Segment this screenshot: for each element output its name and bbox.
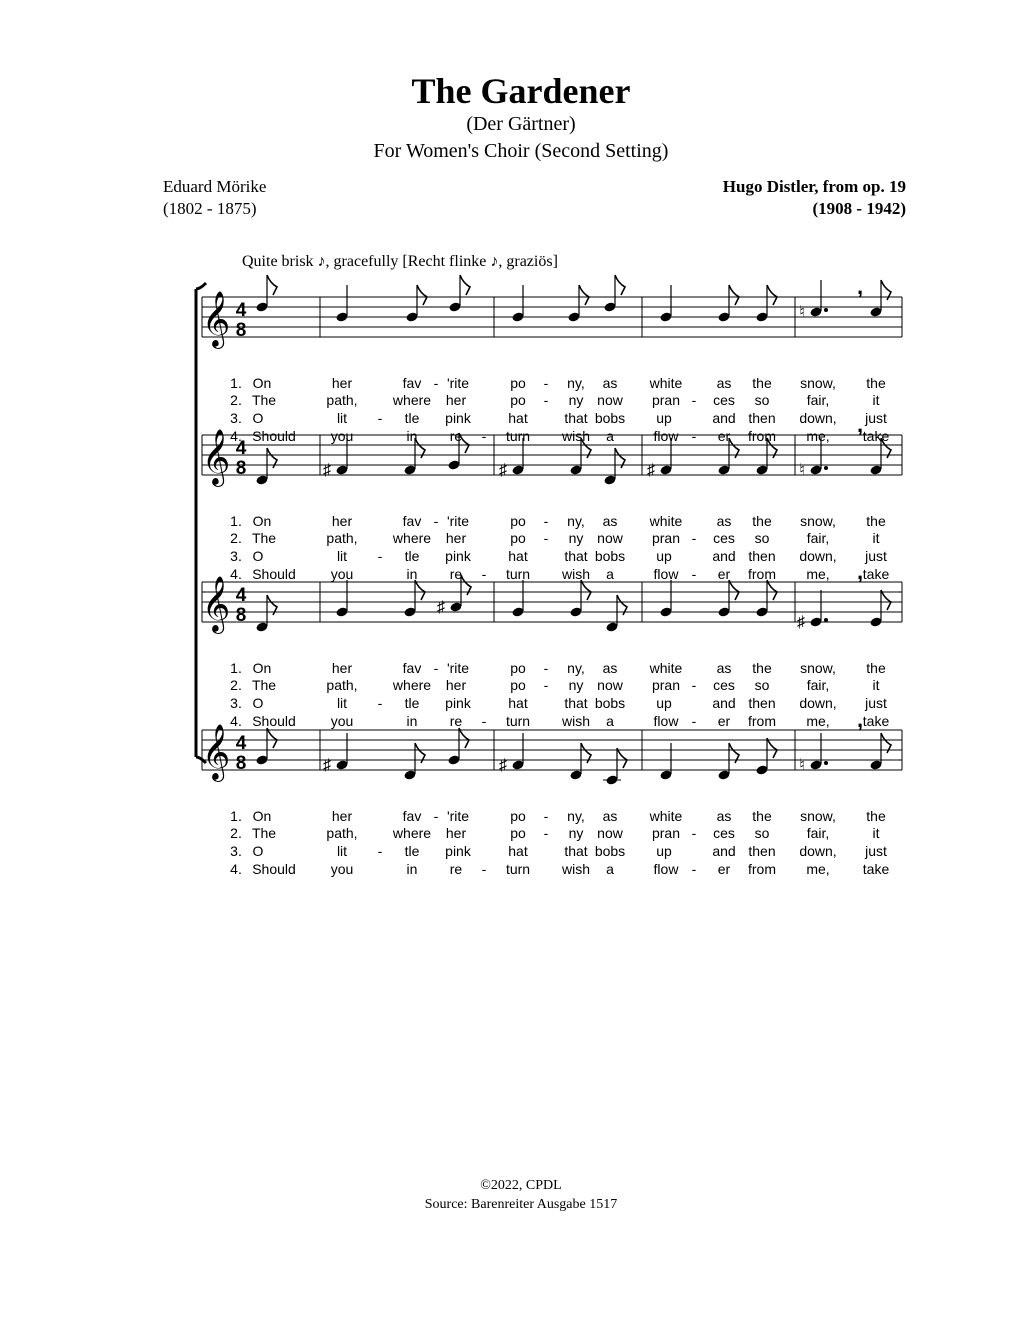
note-flag xyxy=(767,285,777,305)
syllable-hyphen: - xyxy=(543,660,549,676)
syllable-hyphen: - xyxy=(543,392,549,408)
lyric-syllable: wish xyxy=(561,713,591,729)
lyric-syllable: the xyxy=(866,513,886,529)
lyric-syllable: wish xyxy=(561,566,591,582)
lyric-syllable: it xyxy=(872,530,880,546)
treble-clef-icon: 𝄞 xyxy=(201,293,231,346)
lyric-syllable: now xyxy=(597,677,623,693)
lyric-syllable: On xyxy=(252,808,272,824)
lyric-syllable: her xyxy=(445,392,467,408)
lyric-syllable: her xyxy=(331,808,353,824)
syllable-hyphen: - xyxy=(691,825,697,841)
lyric-syllable: where xyxy=(392,530,432,546)
verse-number: 4. xyxy=(230,428,242,444)
lyric-syllable: On xyxy=(252,660,272,676)
lyric-syllable: lit xyxy=(336,695,348,711)
lyric-syllable: down, xyxy=(799,843,837,859)
lyric-syllable: down, xyxy=(799,695,837,711)
lyric-syllable: her xyxy=(445,825,467,841)
sharp-icon: ♯ xyxy=(437,599,445,616)
syllable-hyphen: - xyxy=(377,695,383,711)
lyric-syllable: Should xyxy=(252,428,296,444)
lyric-syllable: turn xyxy=(505,428,531,444)
sharp-icon: ♯ xyxy=(797,614,805,631)
lyric-syllable: you xyxy=(330,566,354,582)
breath-mark: , xyxy=(856,412,864,437)
dot xyxy=(824,466,828,470)
system-bracket xyxy=(196,283,206,763)
lyric-syllable: po xyxy=(510,375,526,391)
lyric-syllable: fav xyxy=(402,375,422,391)
syllable-hyphen: - xyxy=(543,513,549,529)
lyric-syllable: ny xyxy=(568,825,584,841)
lyric-syllable: me, xyxy=(806,861,830,877)
lyric-syllable: so xyxy=(754,677,770,693)
syllable-hyphen: - xyxy=(481,566,487,582)
note-flag xyxy=(617,748,627,768)
lyric-syllable: 'rite xyxy=(446,660,470,676)
lyric-syllable: path, xyxy=(326,530,358,546)
lyric-syllable: the xyxy=(866,808,886,824)
lyric-syllable: take xyxy=(862,713,890,729)
lyric-syllable: it xyxy=(872,825,880,841)
syllable-hyphen: - xyxy=(691,677,697,693)
lyric-syllable: bobs xyxy=(594,410,626,426)
lyric-syllable: turn xyxy=(505,861,531,877)
lyric-syllable: me, xyxy=(806,428,830,444)
note-flag xyxy=(881,590,891,610)
syllable-hyphen: - xyxy=(691,566,697,582)
lyric-syllable: po xyxy=(510,660,526,676)
lyric-syllable: Should xyxy=(252,713,296,729)
verse-number: 3. xyxy=(230,410,242,426)
lyric-syllable: po xyxy=(510,677,526,693)
lyric-syllable: from xyxy=(748,566,776,582)
lyric-syllable: The xyxy=(251,392,277,408)
lyric-syllable: er xyxy=(717,566,731,582)
lyric-syllable: me, xyxy=(806,713,830,729)
lyric-syllable: fair, xyxy=(806,530,830,546)
lyric-syllable: so xyxy=(754,392,770,408)
lyric-syllable: take xyxy=(862,566,890,582)
lyric-syllable: and xyxy=(712,548,736,564)
lyric-syllable: white xyxy=(649,808,683,824)
lyric-syllable: as xyxy=(602,808,618,824)
sharp-icon: ♯ xyxy=(323,757,331,774)
lyric-syllable: ny, xyxy=(567,660,585,676)
lyric-syllable: re xyxy=(449,861,463,877)
lyric-syllable: fav xyxy=(402,808,422,824)
verse-number: 4. xyxy=(230,861,242,877)
lyric-syllable: as xyxy=(602,513,618,529)
lyric-syllable: turn xyxy=(505,713,531,729)
note-flag xyxy=(581,580,591,600)
lyric-syllable: ny xyxy=(568,530,584,546)
lyric-syllable: path, xyxy=(326,392,358,408)
lyric-syllable: up xyxy=(656,548,672,564)
verse-number: 3. xyxy=(230,843,242,859)
verse-number: 4. xyxy=(230,713,242,729)
lyric-syllable: bobs xyxy=(594,548,626,564)
lyric-syllable: as xyxy=(716,660,732,676)
source-notice: Source: Barenreiter Ausgabe 1517 xyxy=(424,1197,618,1212)
lyric-syllable: where xyxy=(392,677,432,693)
lyric-syllable: po xyxy=(510,530,526,546)
lyric-syllable: O xyxy=(252,410,264,426)
lyric-syllable: Should xyxy=(252,861,296,877)
lyric-syllable: flow xyxy=(653,566,679,582)
lyric-syllable: tle xyxy=(404,695,420,711)
syllable-hyphen: - xyxy=(377,410,383,426)
lyric-syllable: pink xyxy=(445,843,471,859)
lyric-syllable: pink xyxy=(445,695,471,711)
lyric-syllable: ces xyxy=(713,530,735,546)
lyric-syllable: now xyxy=(597,825,623,841)
syllable-hyphen: - xyxy=(481,861,487,877)
lyric-syllable: the xyxy=(866,375,886,391)
lyric-syllable: er xyxy=(717,713,731,729)
lyric-syllable: fav xyxy=(402,660,422,676)
verse-number: 2. xyxy=(230,392,242,408)
syllable-hyphen: - xyxy=(691,392,697,408)
lyric-syllable: just xyxy=(865,410,887,426)
verse-number: 1. xyxy=(230,660,242,676)
lyric-syllable: up xyxy=(656,695,672,711)
lyric-syllable: tle xyxy=(404,843,420,859)
lyric-syllable: from xyxy=(748,428,776,444)
lyric-syllable: hat xyxy=(508,410,528,426)
lyric-syllable: hat xyxy=(508,548,528,564)
lyric-syllable: snow, xyxy=(800,660,836,676)
lyric-syllable: The xyxy=(251,677,277,693)
syllable-hyphen: - xyxy=(481,713,487,729)
lyric-syllable: the xyxy=(866,660,886,676)
lyric-syllable: a xyxy=(606,713,614,729)
syllable-hyphen: - xyxy=(543,825,549,841)
note-flag xyxy=(417,285,427,305)
verse-number: 2. xyxy=(230,530,242,546)
lyric-syllable: fav xyxy=(402,513,422,529)
lyric-syllable: the xyxy=(752,375,772,391)
lyric-syllable: snow, xyxy=(800,513,836,529)
lyric-syllable: fair, xyxy=(806,677,830,693)
lyric-syllable: snow, xyxy=(800,808,836,824)
verse-number: 1. xyxy=(230,808,242,824)
lyric-syllable: so xyxy=(754,530,770,546)
treble-clef-icon: 𝄞 xyxy=(201,431,231,484)
verse-number: 2. xyxy=(230,825,242,841)
lyric-syllable: white xyxy=(649,375,683,391)
lyric-syllable: and xyxy=(712,843,736,859)
lyric-syllable: her xyxy=(331,513,353,529)
lyric-syllable: po xyxy=(510,513,526,529)
lyric-syllable: ces xyxy=(713,392,735,408)
dot xyxy=(824,618,828,622)
lyric-syllable: in xyxy=(406,713,418,729)
lyric-syllable: then xyxy=(748,548,776,564)
lyric-syllable: The xyxy=(251,825,277,841)
syllable-hyphen: - xyxy=(691,713,697,729)
poet-dates: (1802 - 1875) xyxy=(163,199,257,218)
sharp-icon: ♯ xyxy=(499,757,507,774)
lyric-syllable: the xyxy=(752,513,772,529)
natural-icon: ♮ xyxy=(799,304,805,321)
lyric-syllable: hat xyxy=(508,843,528,859)
breath-mark: , xyxy=(856,274,864,299)
lyric-syllable: re xyxy=(449,428,463,444)
syllable-hyphen: - xyxy=(433,513,439,529)
lyric-syllable: a xyxy=(606,428,614,444)
lyric-syllable: and xyxy=(712,695,736,711)
lyric-syllable: po xyxy=(510,392,526,408)
lyric-syllable: then xyxy=(748,695,776,711)
lyric-syllable: that xyxy=(564,410,588,426)
lyric-syllable: hat xyxy=(508,695,528,711)
lyric-syllable: up xyxy=(656,410,672,426)
lyric-syllable: it xyxy=(872,392,880,408)
time-signature-denominator: 8 xyxy=(235,605,247,626)
note-flag xyxy=(459,728,469,748)
verse-number: 4. xyxy=(230,566,242,582)
verse-number: 3. xyxy=(230,548,242,564)
lyric-syllable: so xyxy=(754,825,770,841)
tempo-marking: Quite brisk ♪, gracefully [Recht flinke ♪, graziös] xyxy=(242,253,558,270)
lyric-syllable: her xyxy=(445,530,467,546)
lyric-syllable: now xyxy=(597,530,623,546)
lyric-syllable: down, xyxy=(799,548,837,564)
lyric-syllable: in xyxy=(406,861,418,877)
lyric-syllable: and xyxy=(712,410,736,426)
lyric-syllable: a xyxy=(606,861,614,877)
lyric-syllable: flow xyxy=(653,861,679,877)
lyric-syllable: where xyxy=(392,825,432,841)
lyric-syllable: wish xyxy=(561,861,591,877)
lyric-syllable: from xyxy=(748,713,776,729)
lyric-syllable: as xyxy=(716,808,732,824)
sharp-icon: ♯ xyxy=(323,462,331,479)
piece-title: The Gardener xyxy=(411,71,631,111)
lyric-syllable: ces xyxy=(713,825,735,841)
lyric-syllable: lit xyxy=(336,843,348,859)
syllable-hyphen: - xyxy=(377,548,383,564)
lyric-syllable: ny xyxy=(568,677,584,693)
lyric-syllable: ces xyxy=(713,677,735,693)
lyric-syllable: as xyxy=(602,660,618,676)
lyric-syllable: you xyxy=(330,861,354,877)
syllable-hyphen: - xyxy=(481,428,487,444)
lyric-syllable: her xyxy=(331,660,353,676)
lyric-syllable: as xyxy=(716,513,732,529)
lyric-syllable: er xyxy=(717,861,731,877)
lyric-syllable: 'rite xyxy=(446,375,470,391)
lyric-syllable: that xyxy=(564,548,588,564)
verse-number: 2. xyxy=(230,677,242,693)
syllable-hyphen: - xyxy=(543,677,549,693)
lyric-syllable: you xyxy=(330,428,354,444)
verse-number: 3. xyxy=(230,695,242,711)
syllable-hyphen: - xyxy=(433,808,439,824)
lyric-syllable: her xyxy=(331,375,353,391)
lyric-syllable: lit xyxy=(336,548,348,564)
note-flag xyxy=(615,275,625,295)
lyric-syllable: just xyxy=(865,843,887,859)
natural-icon: ♮ xyxy=(799,757,805,774)
lyric-syllable: path, xyxy=(326,677,358,693)
lyric-syllable: 'rite xyxy=(446,513,470,529)
lyric-syllable: the xyxy=(752,808,772,824)
lyric-syllable: the xyxy=(752,660,772,676)
lyric-syllable: take xyxy=(862,428,890,444)
lyric-syllable: wish xyxy=(561,428,591,444)
lyric-syllable: in xyxy=(406,566,418,582)
lyric-syllable: a xyxy=(606,566,614,582)
sharp-icon: ♯ xyxy=(647,462,655,479)
dot xyxy=(824,761,828,765)
lyric-syllable: path, xyxy=(326,825,358,841)
lyric-syllable: as xyxy=(716,375,732,391)
treble-clef-icon: 𝄞 xyxy=(201,726,231,779)
lyric-syllable: me, xyxy=(806,566,830,582)
lyric-syllable: pran xyxy=(651,825,681,841)
note-flag xyxy=(767,580,777,600)
lyric-syllable: flow xyxy=(653,713,679,729)
lyric-syllable: white xyxy=(649,660,683,676)
lyric-syllable: pran xyxy=(651,392,681,408)
lyric-syllable: On xyxy=(252,513,272,529)
lyric-syllable: ny, xyxy=(567,375,585,391)
piece-setting: For Women's Choir (Second Setting) xyxy=(373,140,669,162)
lyric-syllable: On xyxy=(252,375,272,391)
lyric-syllable: white xyxy=(649,513,683,529)
lyric-syllable: O xyxy=(252,695,264,711)
lyric-syllable: take xyxy=(862,861,890,877)
lyric-syllable: tle xyxy=(404,410,420,426)
lyric-syllable: er xyxy=(717,428,731,444)
time-signature-denominator: 8 xyxy=(235,320,247,341)
note-flag xyxy=(460,275,470,295)
time-signature-numerator: 4 xyxy=(235,300,247,321)
lyric-syllable: po xyxy=(510,825,526,841)
lyric-syllable: O xyxy=(252,843,264,859)
syllable-hyphen: - xyxy=(433,375,439,391)
lyric-syllable: tle xyxy=(404,548,420,564)
composer-name: Hugo Distler, from op. 19 xyxy=(722,177,906,196)
copyright-notice: ©2022, CPDL xyxy=(480,1178,562,1193)
lyric-syllable: where xyxy=(392,392,432,408)
lyric-syllable: just xyxy=(865,695,887,711)
lyric-syllable: po xyxy=(510,808,526,824)
lyric-syllable: The xyxy=(251,530,277,546)
lyric-syllable: pink xyxy=(445,548,471,564)
lyric-syllable: in xyxy=(406,428,418,444)
lyric-syllable: re xyxy=(449,713,463,729)
lyric-syllable: from xyxy=(748,861,776,877)
syllable-hyphen: - xyxy=(691,530,697,546)
lyric-syllable: as xyxy=(602,375,618,391)
lyric-syllable: just xyxy=(865,548,887,564)
syllable-hyphen: - xyxy=(543,530,549,546)
lyric-syllable: that xyxy=(564,843,588,859)
lyric-syllable: turn xyxy=(505,566,531,582)
dot xyxy=(824,308,828,312)
lyric-syllable: ny, xyxy=(567,808,585,824)
syllable-hyphen: - xyxy=(543,808,549,824)
time-signature-denominator: 8 xyxy=(235,753,247,774)
syllable-hyphen: - xyxy=(691,861,697,877)
treble-clef-icon: 𝄞 xyxy=(201,578,231,631)
syllable-hyphen: - xyxy=(377,843,383,859)
breath-mark: , xyxy=(856,707,864,732)
time-signature-numerator: 4 xyxy=(235,585,247,606)
time-signature-numerator: 4 xyxy=(235,733,247,754)
lyric-syllable: pran xyxy=(651,530,681,546)
syllable-hyphen: - xyxy=(543,375,549,391)
lyric-syllable: ny xyxy=(568,392,584,408)
breath-mark: , xyxy=(856,559,864,584)
verse-number: 1. xyxy=(230,513,242,529)
time-signature-numerator: 4 xyxy=(235,438,247,459)
lyric-syllable: pran xyxy=(651,677,681,693)
note-flag xyxy=(767,738,777,758)
poet-name: Eduard Mörike xyxy=(163,177,267,196)
lyric-syllable: O xyxy=(252,548,264,564)
lyric-syllable: snow, xyxy=(800,375,836,391)
lyric-syllable: re xyxy=(449,566,463,582)
lyric-syllable: then xyxy=(748,410,776,426)
note-flag xyxy=(579,285,589,305)
lyric-syllable: up xyxy=(656,843,672,859)
lyric-syllable: 'rite xyxy=(446,808,470,824)
lyric-syllable: lit xyxy=(336,410,348,426)
composer-dates: (1908 - 1942) xyxy=(812,199,906,218)
lyric-syllable: you xyxy=(330,713,354,729)
lyric-syllable: her xyxy=(445,677,467,693)
syllable-hyphen: - xyxy=(691,428,697,444)
lyric-syllable: fair, xyxy=(806,392,830,408)
lyric-syllable: that xyxy=(564,695,588,711)
verse-number: 1. xyxy=(230,375,242,391)
lyric-syllable: flow xyxy=(653,428,679,444)
lyric-syllable: Should xyxy=(252,566,296,582)
note-flag xyxy=(267,275,277,295)
note-flag xyxy=(415,580,425,600)
lyric-syllable: it xyxy=(872,677,880,693)
syllable-hyphen: - xyxy=(433,660,439,676)
time-signature-denominator: 8 xyxy=(235,458,247,479)
note-flag xyxy=(267,728,277,748)
lyric-syllable: then xyxy=(748,843,776,859)
natural-icon: ♮ xyxy=(799,462,805,479)
lyric-syllable: ny, xyxy=(567,513,585,529)
piece-subtitle: (Der Gärtner) xyxy=(466,113,576,135)
lyric-syllable: now xyxy=(597,392,623,408)
note-flag xyxy=(729,580,739,600)
sharp-icon: ♯ xyxy=(499,462,507,479)
lyric-syllable: bobs xyxy=(594,695,626,711)
note-flag xyxy=(729,285,739,305)
lyric-syllable: bobs xyxy=(594,843,626,859)
lyric-syllable: pink xyxy=(445,410,471,426)
lyric-syllable: fair, xyxy=(806,825,830,841)
lyric-syllable: down, xyxy=(799,410,837,426)
